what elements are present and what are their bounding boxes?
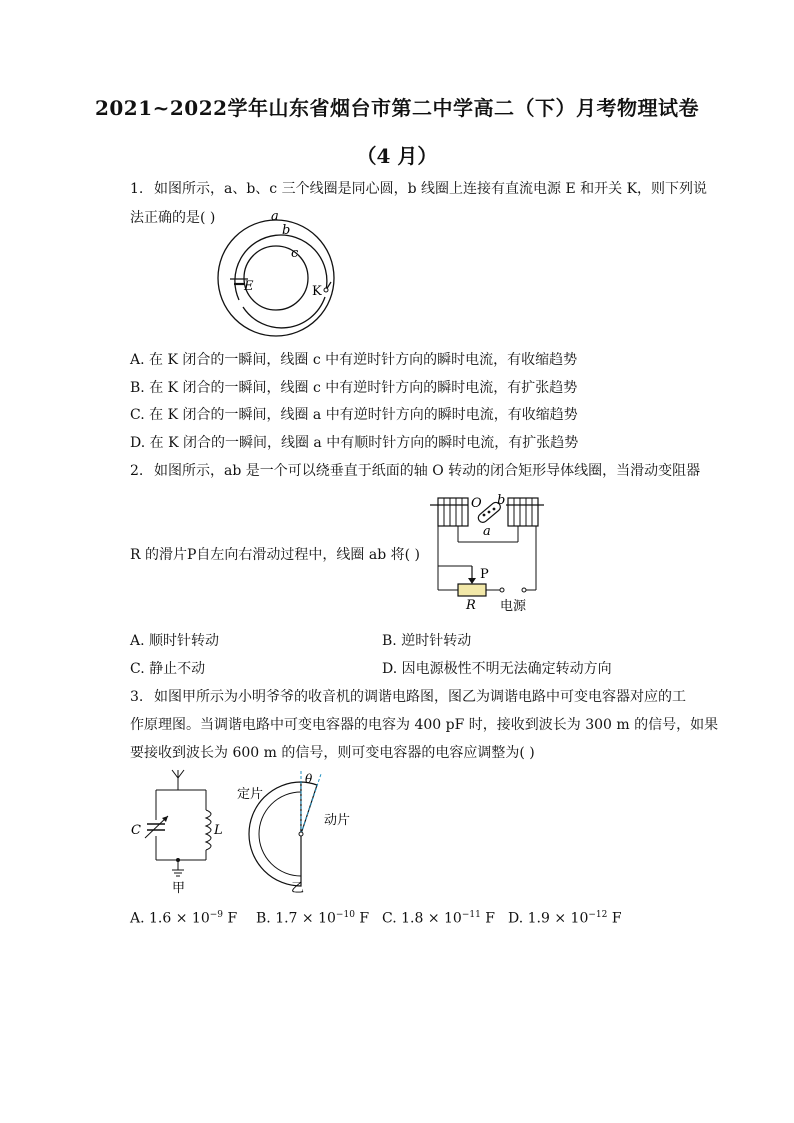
terminal-2	[522, 588, 526, 592]
solenoid-left	[438, 498, 468, 526]
exam-title: 2021~2022学年山东省烟台市第二中学高二（下）月考物理试卷	[94, 96, 700, 120]
q3-stem-line1: 3. 如图甲所示为小明爷爷的收音机的调谐电路图，图乙为调谐电路中可变电容器对应的工	[130, 689, 686, 705]
label-a: a	[271, 209, 279, 224]
label-a: a	[483, 524, 491, 539]
q3-option-a[interactable]: A. $1.6 \times 10^{-9}$ F	[130, 910, 238, 927]
q2-option-d[interactable]: D. 因电源极性不明无法确定转动方向	[382, 661, 612, 677]
q3-option-b[interactable]: B. $1.7 \times 10^{-10}$ F	[256, 910, 370, 927]
q3-option-d[interactable]: D. $1.9 \times 10^{-12}$ F	[508, 910, 622, 927]
q2-number: 2.	[130, 463, 144, 479]
q1-stem-line1: 1. 如图所示，a、b、c 三个线圈是同心圆，b 线圈上连接有直流电源 E 和开关 K，则下列说	[130, 181, 708, 197]
exam-title-subline: （4 月）	[356, 144, 438, 168]
q1-option-b[interactable]: B. 在 K 闭合的一瞬间，线圈 c 中有逆时针方向的瞬时电流，有扩张趋势	[130, 380, 578, 396]
q2-option-c[interactable]: C. 静止不动	[130, 661, 206, 677]
moving-plate	[301, 782, 317, 834]
label-jia: 甲	[172, 881, 186, 896]
label-theta: θ	[305, 772, 313, 786]
label-power: 电源	[500, 599, 527, 614]
label-P: P	[480, 567, 489, 582]
label-moving-plate: 动片	[324, 813, 351, 828]
inductor-L	[206, 810, 211, 850]
label-c: c	[291, 246, 299, 261]
q2-option-b[interactable]: B. 逆时针转动	[382, 633, 472, 649]
label-K: K	[312, 284, 322, 299]
q2-coil-circuit-figure	[428, 490, 548, 615]
label-b: b	[497, 493, 506, 508]
q3-stem-line2: 作原理图。当调谐电路中可变电容器的电容为 400 pF 时，接收到波长为 300 m 的信号，如果	[130, 717, 719, 733]
label-C: C	[131, 823, 141, 838]
label-R: R	[466, 598, 476, 613]
q3-number: 3.	[130, 689, 144, 705]
q3-lc-circuit-figure	[128, 768, 228, 896]
q3-option-c[interactable]: C. $1.8 \times 10^{-11}$ F	[382, 910, 496, 927]
rheostat-R	[458, 584, 486, 596]
q1-option-c[interactable]: C. 在 K 闭合的一瞬间，线圈 a 中有逆时针方向的瞬时电流，有收缩趋势	[130, 407, 578, 423]
q2-stem-line2: R 的滑片P自左向右滑动过程中，线圈 ab 将( )	[130, 547, 420, 563]
q3-variable-capacitor-figure	[233, 768, 363, 896]
q2-option-a[interactable]: A. 顺时针转动	[130, 633, 220, 649]
antenna-icon	[172, 770, 178, 778]
q3-stem-line3: 要接收到波长为 600 m 的信号，则可变电容器的电容应调整为( )	[130, 745, 535, 761]
label-O: O	[471, 496, 482, 511]
label-yi: 乙	[291, 881, 305, 896]
solenoid-right	[508, 498, 538, 526]
label-b: b	[282, 223, 291, 238]
q1-stem-line2: 法正确的是( )	[130, 210, 216, 226]
switch-contact	[324, 288, 328, 292]
coil-c	[244, 246, 308, 310]
q2-stem-line1: 2. 如图所示，ab 是一个可以绕垂直于纸面的轴 O 转动的闭合矩形导体线圈，当滑动变阻器	[130, 463, 701, 479]
terminal-1	[500, 588, 504, 592]
q1-option-a[interactable]: A. 在 K 闭合的一瞬间，线圈 c 中有逆时针方向的瞬时电流，有收缩趋势	[130, 352, 578, 368]
label-L: L	[214, 823, 223, 838]
label-fixed-plate: 定片	[237, 787, 264, 802]
q1-number: 1.	[130, 181, 144, 197]
q1-concentric-coils-figure	[215, 205, 355, 345]
q1-option-d[interactable]: D. 在 K 闭合的一瞬间，线圈 a 中有顺时针方向的瞬时电流，有扩张趋势	[130, 435, 579, 451]
label-E: E	[244, 279, 254, 294]
